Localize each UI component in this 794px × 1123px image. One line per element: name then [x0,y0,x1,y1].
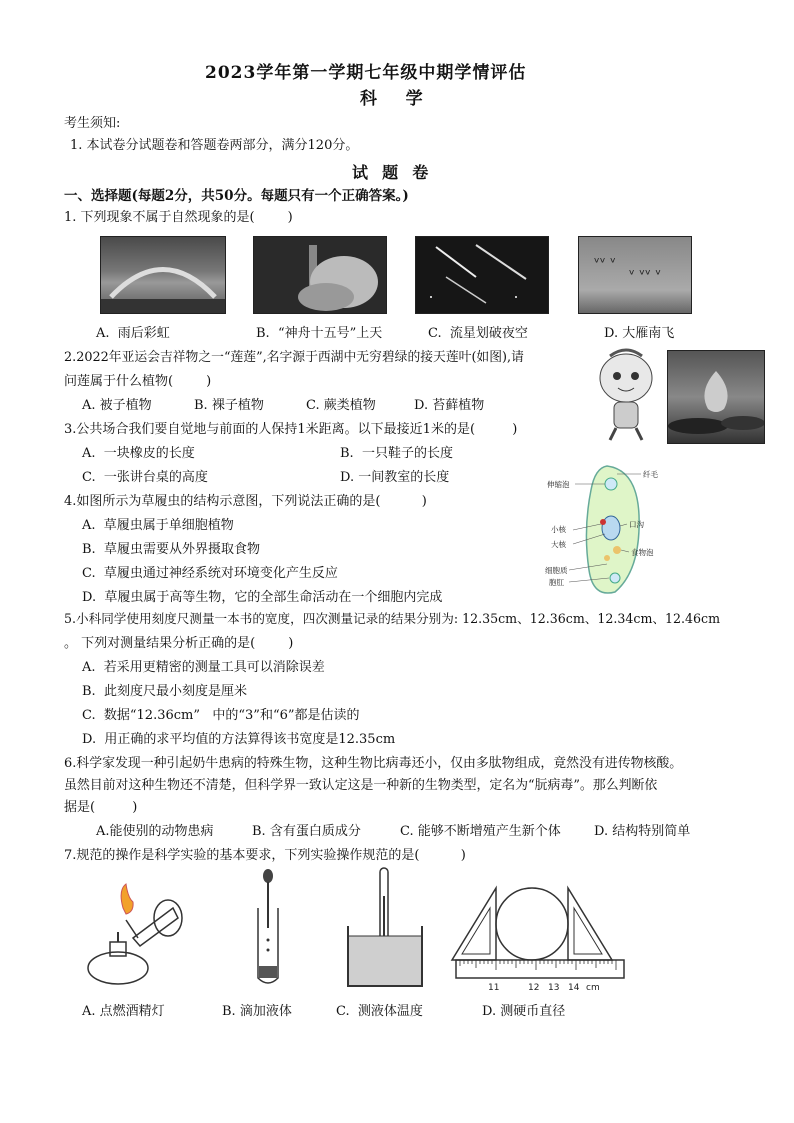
q5-option-a: A. 若采用更精密的测量工具可以消除误差 [82,660,325,675]
q5-option-d: D. 用正确的求平均值的方法算得该书宽度是12.35cm [82,732,396,747]
section-heading: 一、选择题(每题2分，共50分。每题只有一个正确答案。) [64,188,409,204]
q6-option-d: D. 结构特别简单 [594,824,691,839]
ruler-label-12: 12 [528,983,540,993]
q1-option-a: A. 雨后彩虹 [96,326,170,341]
label-micronucleus: 小核 [551,525,566,534]
q2-option-d: D. 苔藓植物 [414,398,485,413]
q2-stem-line2: 问莲属于什么植物( ) [64,374,212,389]
alcohol-lamp-diagram [78,880,188,990]
notice-label: 考生须知: [64,116,121,131]
paper-label: 试 题 卷 [352,163,430,182]
svg-text:ᵛᵛ ᵛ: ᵛᵛ ᵛ [594,255,616,271]
q6-option-c: C. 能够不断增殖产生新个体 [400,824,561,839]
q7-option-c: C. 测液体温度 [336,1004,423,1019]
q2-stem-line1: 2.2022年亚运会吉祥物之一“莲莲”,名字源于西湖中无穷碧绿的接天莲叶(如图),请 [64,350,524,365]
q6-option-a: A.能使别的动物患病 [96,824,214,839]
label-oral-groove: 口沟 [629,520,644,529]
label-food-vacuole: 食物泡 [631,548,654,557]
q2-option-a: A. 被子植物 [82,398,152,413]
q6-stem-line1: 6.科学家发现一种引起奶牛患病的特殊生物，这种生物比病毒还小，仅由多肽物组成，竟然没有进传物核酸。 [64,756,683,771]
label-anal-pore: 胞肛 [549,578,564,587]
paramecium-diagram [545,460,685,600]
q1-option-c: C. 流星划破夜空 [428,326,528,341]
label-cilia: 纤毛 [643,470,658,479]
label-macronucleus: 大核 [551,540,566,549]
q1-option-d: D. 大雁南飞 [604,326,675,341]
q2-option-c: C. 蕨类植物 [306,398,376,413]
q7-option-a: A. 点燃酒精灯 [82,1004,165,1019]
thermometer-beaker-diagram [342,866,428,990]
notice-item-1: 1. 本试卷分试题卷和答题卷两部分，满分120分。 [70,138,359,153]
q2-option-b: B. 裸子植物 [194,398,264,413]
rainbow-photo [100,236,226,314]
q5-stem-line2: 。 下列对测量结果分析正确的是( ) [64,636,294,651]
q4-option-a: A. 草履虫属于单细胞植物 [82,518,234,533]
q3-option-a: A. 一块橡皮的长度 [82,446,195,461]
q4-option-c: C. 草履虫通过神经系统对环境变化产生反应 [82,566,338,581]
coin-measure-diagram [448,868,632,994]
q6-stem-line3: 据是( ) [64,800,138,815]
q7-option-d: D. 测硬币直径 [482,1004,566,1019]
q7-option-b: B. 滴加液体 [222,1004,292,1019]
subject-title: 科 学 [360,89,424,109]
ruler-label-cm: cm [586,983,600,993]
ruler-label-11: 11 [488,983,500,993]
q4-option-b: B. 草履虫需要从外界摄取食物 [82,542,260,557]
ruler-label-13: 13 [548,983,560,993]
q4-stem: 4.如图所示为草履虫的结构示意图，下列说法正确的是( ) [64,494,427,509]
q3-option-b: B. 一只鞋子的长度 [340,446,453,461]
q4-option-d: D. 草履虫属于高等生物，它的全部生命活动在一个细胞内完成 [82,590,443,605]
rocket-launch-photo [253,236,387,314]
geese-photo [578,236,692,314]
exam-title: 2023学年第一学期七年级中期学情评估 [205,63,527,83]
q6-stem-line2: 虽然目前对这种生物还不清楚，但科学界一致认定这是一种新的生物类型，定名为“朊病毒”。那么判断依 [64,778,658,793]
q6-option-b: B. 含有蛋白质成分 [252,824,361,839]
q5-stem-line1: 5.小科同学使用刻度尺测量一本书的宽度，四次测量记录的结果分别为: 12.35cm、12.36cm、12.34cm、12.46cm [64,611,721,626]
q1-stem: 1. 下列现象不属于自然现象的是( ) [64,210,293,225]
dropper-diagram [248,868,288,988]
lotus-photo [667,350,765,444]
q5-option-c: C. 数据“12.36cm” 中的“3”和“6”都是估读的 [82,708,360,723]
label-contractile-vacuole: 伸缩泡 [547,480,570,489]
label-cytoplasm: 细胞质 [545,566,568,575]
q3-option-c: C. 一张讲台桌的高度 [82,470,208,485]
mascot-lianlian-image [590,346,662,442]
q7-stem: 7.规范的操作是科学实验的基本要求，下列实验操作规范的是( ) [64,848,466,863]
ruler-label-14: 14 [568,983,580,993]
q3-option-d: D. 一间教室的长度 [340,470,450,485]
svg-text:ᵛ ᵛᵛ ᵛ: ᵛ ᵛᵛ ᵛ [629,267,662,283]
q1-option-b: B. “神舟十五号”上天 [256,326,383,341]
q5-option-b: B. 此刻度尺最小刻度是厘米 [82,684,247,699]
q3-stem: 3.公共场合我们要自觉地与前面的人保持1米距离。以下最接近1米的是( ) [64,422,518,437]
meteor-photo [415,236,549,314]
paramecium-svg [545,460,685,600]
